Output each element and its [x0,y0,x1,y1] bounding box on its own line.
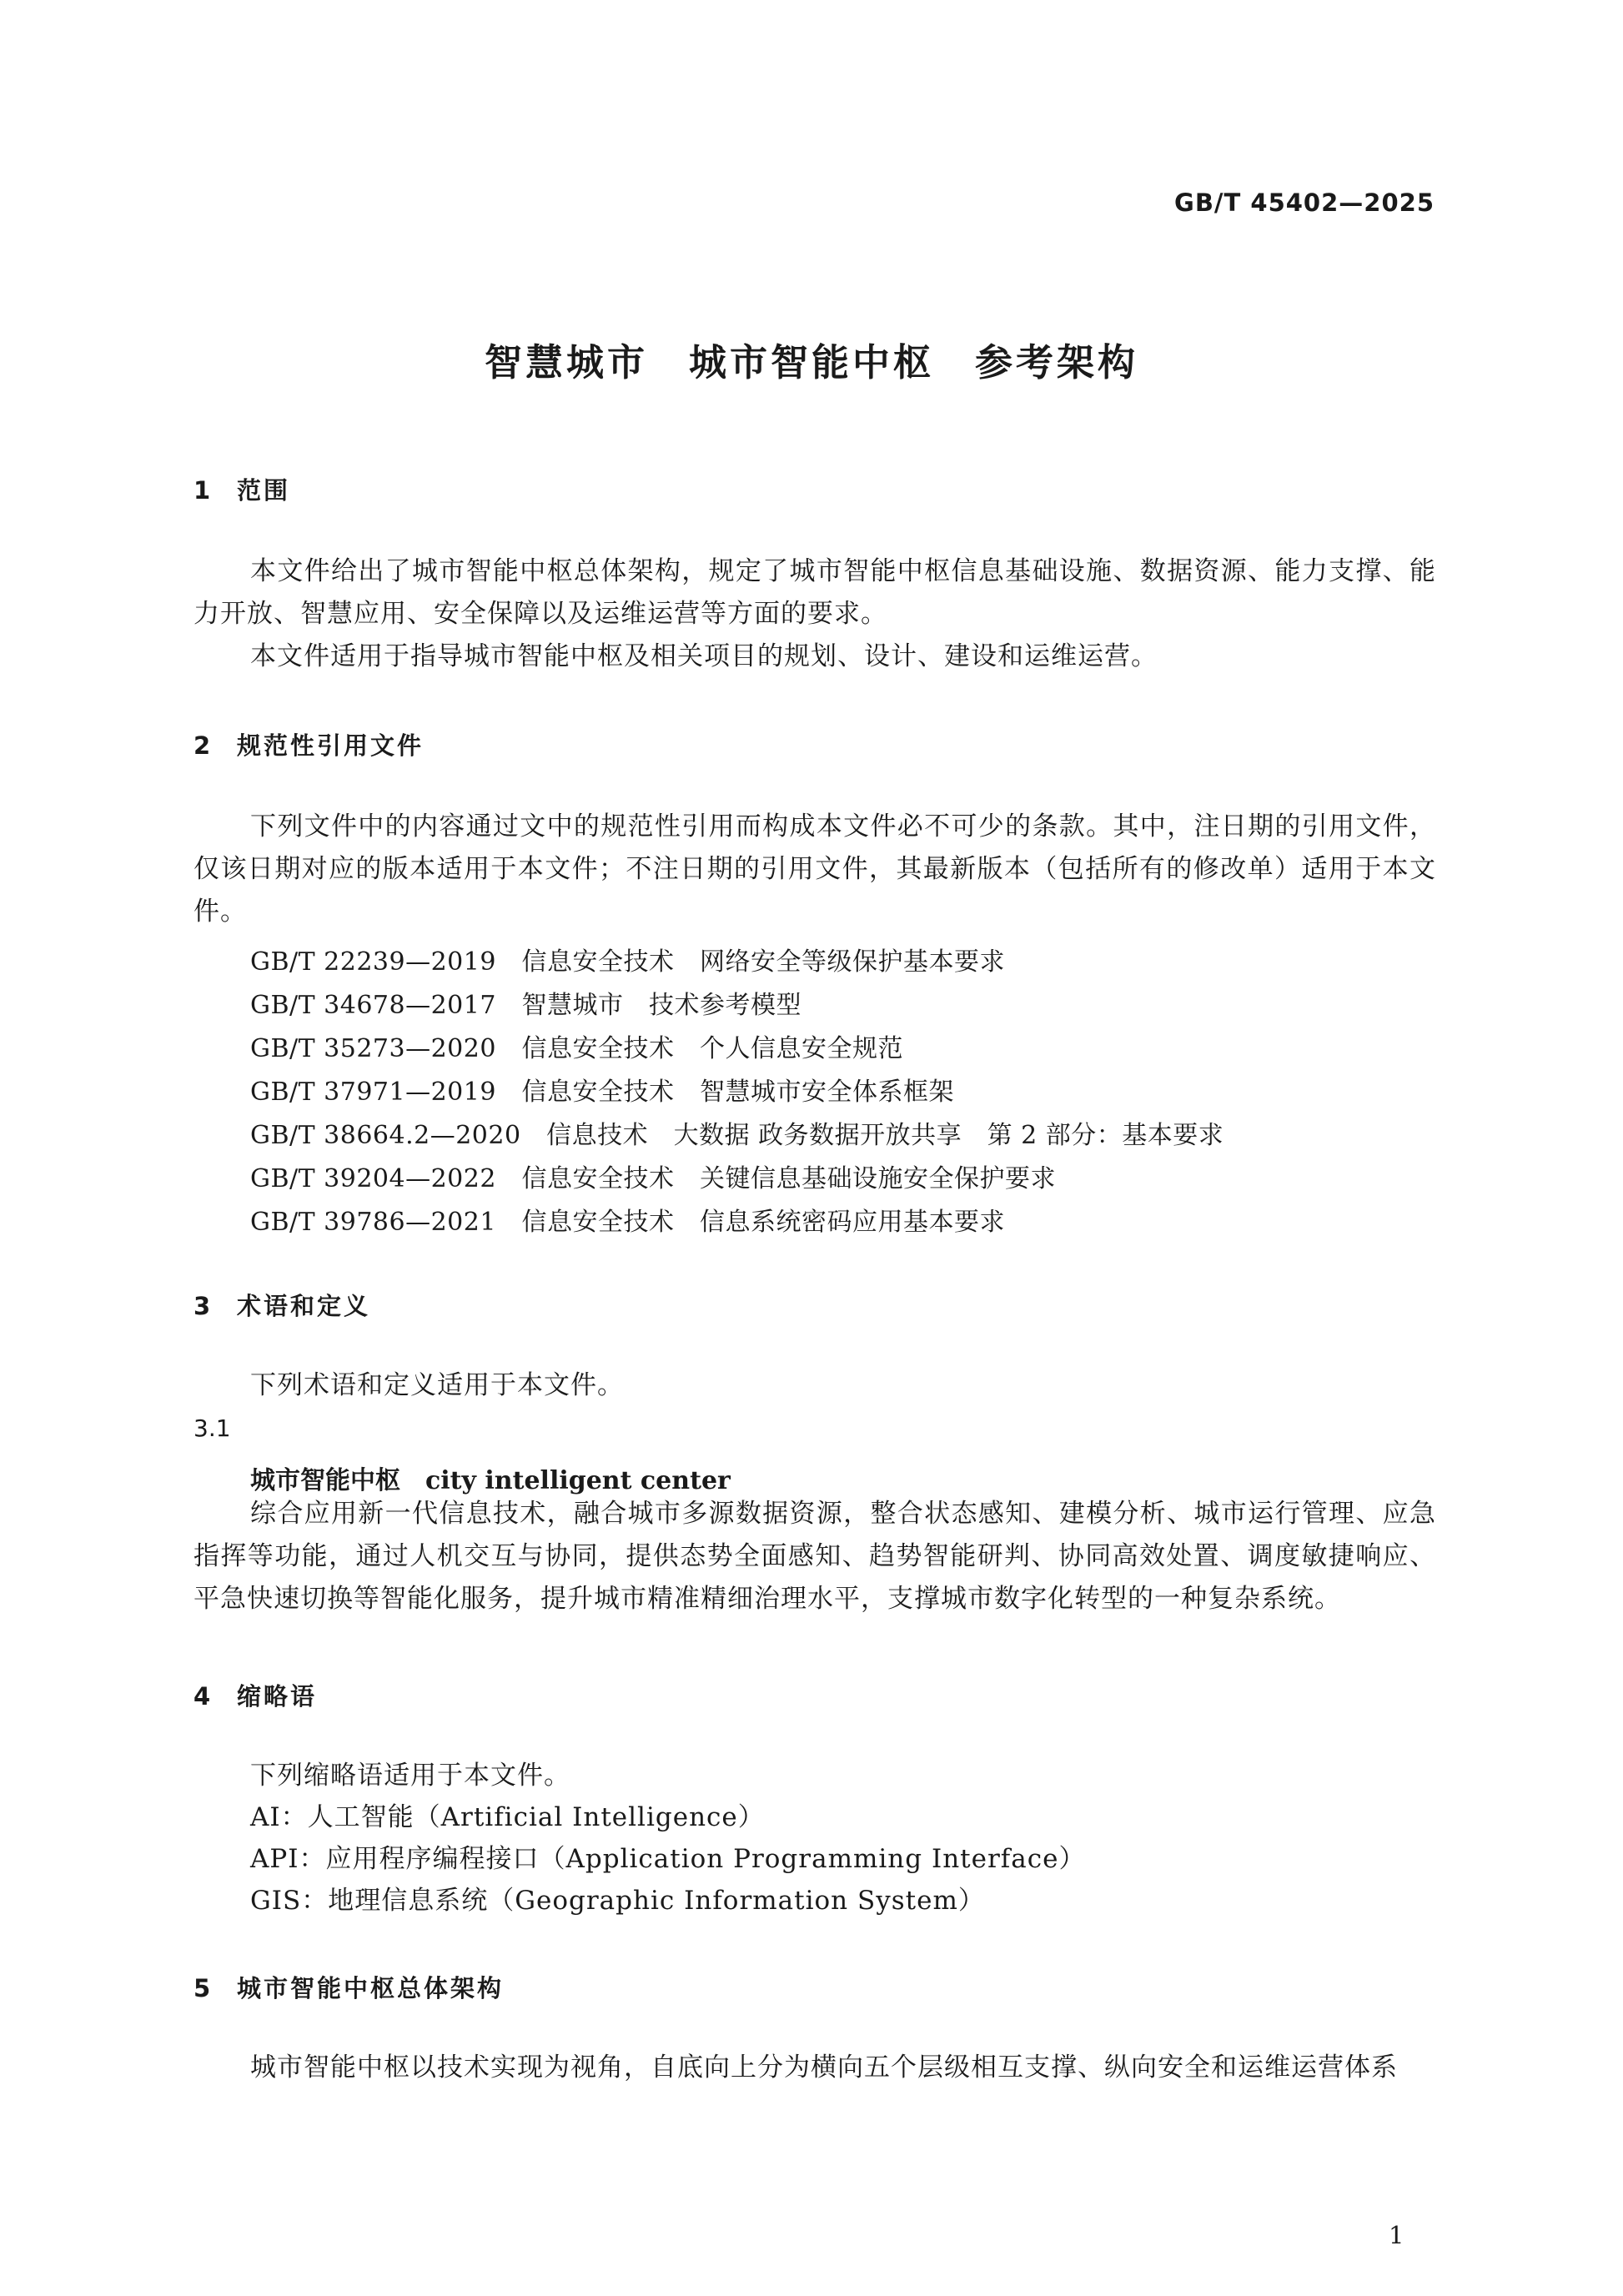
section-2-intro: 下列文件中的内容通过文中的规范性引用而构成本文件必不可少的条款。其中，注日期的引用文件，仅该日期对应的版本适用于本文件；不注日期的引用文件，其最新版本（包括所有的修改单）适用于本文件。 [193,811,1436,927]
reference-code: GB/T 34678—2017 [250,991,496,1020]
section-title: 缩略语 [237,1682,318,1711]
reference-code: GB/T 39786—2021 [250,1208,496,1237]
reference-title: 信息安全技术 信息系统密码应用基本要求 [521,1208,1005,1237]
reference-item [250,1201,1005,1238]
reference-title: 信息安全技术 网络安全等级保护基本要求 [521,947,1005,977]
section-title: 术语和定义 [237,1292,371,1320]
term-entry [250,1459,731,1496]
section-5-heading [193,1970,504,2004]
page-number: 1 [1389,2221,1404,2249]
reference-title: 信息安全技术 个人信息安全规范 [521,1034,903,1063]
reference-code: GB/T 37971—2019 [250,1078,496,1107]
section-number: 4 [193,1682,214,1711]
term-english: city intelligent center [425,1466,731,1495]
section-title: 规范性引用文件 [237,731,425,760]
reference-item [250,941,1005,977]
reference-item [250,1027,903,1064]
section-1-paragraph-2: 本文件适用于指导城市智能中枢及相关项目的规划、设计、建设和运维运营。 [250,641,1158,671]
section-3-heading [193,1288,370,1322]
reference-code: GB/T 39204—2022 [250,1164,496,1193]
document-title: 智慧城市 城市智能中枢 参考架构 [484,340,1138,384]
reference-title: 信息技术 大数据 政务数据开放共享 第 2 部分：基本要求 [546,1121,1224,1150]
reference-item [250,984,801,1021]
reference-title: 智慧城市 技术参考模型 [521,991,801,1020]
reference-item [250,1114,1224,1151]
section-4-heading [193,1678,317,1712]
section-title: 城市智能中枢总体架构 [237,1974,505,2002]
section-number: 3 [193,1292,214,1320]
abbreviation-item: AI：人工智能（Artificial Intelligence） [250,1802,765,1832]
section-number: 1 [193,476,214,505]
section-3-intro: 下列术语和定义适用于本文件。 [250,1370,624,1400]
reference-code: GB/T 38664.2—2020 [250,1121,521,1150]
section-2-heading [193,727,424,761]
section-5-paragraph: 城市智能中枢以技术实现为视角，自底向上分为横向五个层级相互支撑、纵向安全和运维运营体系 [250,2052,1398,2082]
standard-number: GB/T 45402—2025 [1174,188,1435,217]
abbreviation-item: API：应用程序编程接口（Application Programming Interface） [250,1844,1086,1874]
reference-item [250,1071,954,1108]
term-chinese: 城市智能中枢 [250,1466,400,1495]
term-number: 3.1 [193,1414,231,1442]
section-number: 2 [193,731,214,760]
reference-title: 信息安全技术 智慧城市安全体系框架 [521,1078,954,1107]
section-number: 5 [193,1974,214,2002]
reference-code: GB/T 22239—2019 [250,947,496,977]
section-title: 范围 [237,476,291,505]
section-1-heading [193,472,290,506]
reference-item [250,1158,1056,1194]
term-definition: 综合应用新一代信息技术，融合城市多源数据资源，整合状态感知、建模分析、城市运行管理、应急指挥等功能，通过人机交互与协同，提供态势全面感知、趋势智能研判、协同高效处置、调度敏捷响应、平急快速切换等智能化服务，提升城市精准精细治理水平，支撑城市数字化转型的一种复杂系统。 [193,1499,1436,1614]
abbreviation-item: GIS：地理信息系统（Geographic Information System） [250,1886,985,1916]
section-1-paragraph-1: 本文件给出了城市智能中枢总体架构，规定了城市智能中枢信息基础设施、数据资源、能力支撑、能力开放、智慧应用、安全保障以及运维运营等方面的要求。 [193,556,1436,629]
reference-title: 信息安全技术 关键信息基础设施安全保护要求 [521,1164,1056,1193]
section-4-intro: 下列缩略语适用于本文件。 [250,1761,570,1791]
reference-code: GB/T 35273—2020 [250,1034,496,1063]
